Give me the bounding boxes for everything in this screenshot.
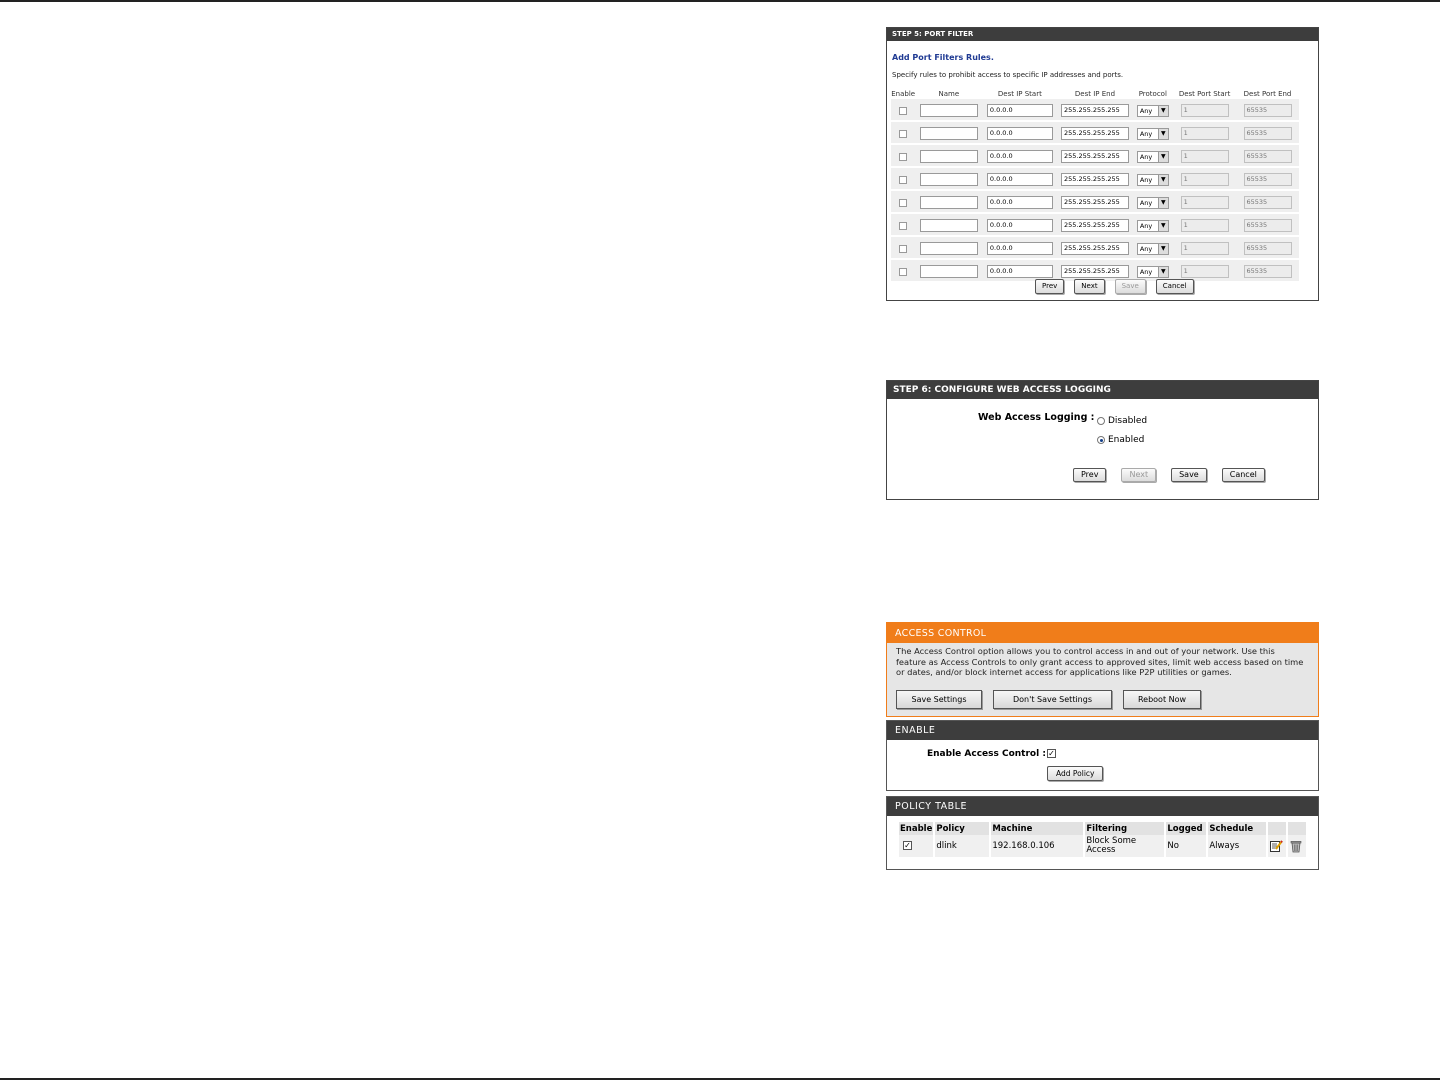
prev-button[interactable]: Prev	[1035, 279, 1064, 294]
panel-title: STEP 6: CONFIGURE WEB ACCESS LOGGING	[887, 381, 1318, 399]
rule-ip-end-input[interactable]: 255.255.255.255	[1061, 104, 1129, 117]
port-end-cell	[1236, 144, 1299, 167]
col-name: Name	[938, 89, 960, 98]
protocol-cell	[1133, 167, 1174, 190]
port-start-cell	[1173, 190, 1236, 213]
enable-cell	[891, 167, 915, 190]
protocol-cell	[1133, 99, 1174, 121]
chevron-down-icon[interactable]: ▼	[1158, 152, 1168, 162]
protocol-value: Any	[1139, 106, 1153, 115]
rule-name-input[interactable]	[920, 242, 978, 255]
port-start-cell	[1173, 99, 1236, 121]
policy-filtering: Block Some Access	[1085, 835, 1164, 857]
port-end-cell	[1236, 99, 1299, 121]
rule-port-end-input[interactable]: 65535	[1244, 196, 1292, 209]
rule-enable-checkbox[interactable]	[899, 268, 907, 276]
protocol-cell	[1133, 144, 1174, 167]
ip-start-cell	[982, 236, 1057, 259]
table-row	[891, 213, 1299, 236]
add-policy-button[interactable]: Add Policy	[1047, 766, 1103, 781]
col-logged: Logged	[1166, 822, 1206, 835]
section-subtitle: Add Port Filters Rules.	[892, 53, 994, 62]
save-button[interactable]: Save	[1115, 279, 1146, 294]
protocol-value: Any	[1139, 129, 1153, 138]
name-cell	[915, 121, 982, 144]
col-protocol: Protocol	[1138, 89, 1167, 98]
ip-end-cell	[1057, 190, 1132, 213]
name-cell	[915, 167, 982, 190]
next-button[interactable]: Next	[1074, 279, 1104, 294]
ip-end-cell	[1057, 144, 1132, 167]
rule-port-end-input[interactable]: 65535	[1244, 150, 1292, 163]
rule-protocol-select[interactable]	[1137, 243, 1169, 255]
step6-button-row	[1073, 468, 1265, 482]
radio-disabled-icon[interactable]	[1097, 417, 1105, 425]
rule-protocol-select[interactable]	[1137, 266, 1169, 278]
rule-port-start-input[interactable]: 1	[1181, 219, 1229, 232]
rule-name-input[interactable]	[920, 104, 978, 117]
protocol-cell	[1133, 121, 1174, 144]
policy-table	[897, 822, 1308, 857]
rule-enable-checkbox[interactable]	[899, 222, 907, 230]
trash-icon[interactable]	[1289, 839, 1303, 853]
ip-end-cell	[1057, 236, 1132, 259]
rule-name-input[interactable]	[920, 127, 978, 140]
table-row	[891, 236, 1299, 259]
radio-enabled-icon[interactable]	[1097, 436, 1105, 444]
rule-ip-end-input[interactable]: 255.255.255.255	[1061, 219, 1129, 232]
protocol-cell	[1133, 236, 1174, 259]
rule-name-input[interactable]	[920, 219, 978, 232]
ip-end-cell	[1057, 99, 1132, 121]
port-start-cell	[1173, 167, 1236, 190]
chevron-down-icon[interactable]: ▼	[1158, 221, 1168, 231]
protocol-cell	[1133, 213, 1174, 236]
port-filter-table	[891, 88, 1299, 283]
panel-title: ENABLE	[887, 721, 1318, 740]
enable-cell	[891, 259, 915, 282]
table-row	[891, 190, 1299, 213]
web-access-logging-panel	[886, 380, 1319, 500]
col-edit	[1268, 822, 1286, 835]
step5-button-row	[1035, 279, 1194, 294]
protocol-value: Any	[1139, 152, 1153, 161]
next-button[interactable]: Next	[1121, 468, 1156, 482]
rule-ip-start-input[interactable]: 0.0.0.0	[987, 173, 1053, 186]
col-dest-port-start: Dest Port Start	[1178, 89, 1231, 98]
protocol-value: Any	[1139, 175, 1153, 184]
rule-ip-end-input[interactable]: 255.255.255.255	[1061, 127, 1129, 140]
port-start-cell	[1173, 236, 1236, 259]
rule-port-end-input[interactable]: 65535	[1244, 173, 1292, 186]
port-end-cell	[1236, 167, 1299, 190]
name-cell	[915, 99, 982, 121]
rule-ip-start-input[interactable]: 0.0.0.0	[987, 196, 1053, 209]
col-dest-ip-start: Dest IP Start	[997, 89, 1042, 98]
rule-name-input[interactable]	[920, 173, 978, 186]
rule-ip-end-input[interactable]: 255.255.255.255	[1061, 242, 1129, 255]
panel-title: STEP 5: PORT FILTER	[887, 28, 1318, 41]
ip-end-cell	[1057, 121, 1132, 144]
rule-port-start-input[interactable]: 1	[1181, 242, 1229, 255]
rule-port-start-input[interactable]: 1	[1181, 196, 1229, 209]
port-start-cell	[1173, 144, 1236, 167]
rule-port-end-input[interactable]: 65535	[1244, 265, 1292, 278]
dont-save-settings-button[interactable]: Don't Save Settings	[993, 690, 1112, 709]
rule-ip-end-input[interactable]: 255.255.255.255	[1061, 265, 1129, 278]
policy-machine: 192.168.0.106	[991, 835, 1083, 857]
rule-port-start-input[interactable]: 1	[1181, 127, 1229, 140]
ip-end-cell	[1057, 167, 1132, 190]
policy-logged: No	[1166, 835, 1206, 857]
radio-enabled-label: Enabled	[1108, 435, 1145, 445]
chevron-down-icon[interactable]: ▼	[1158, 267, 1168, 277]
reboot-now-button[interactable]: Reboot Now	[1123, 690, 1201, 709]
enable-cell	[891, 236, 915, 259]
radio-disabled[interactable]	[1097, 416, 1147, 426]
port-end-cell	[1236, 121, 1299, 144]
edit-cell	[1268, 835, 1286, 857]
policy-table-panel	[886, 796, 1319, 870]
enable-cell	[891, 213, 915, 236]
protocol-value: Any	[1139, 244, 1153, 253]
rule-ip-end-input[interactable]: 255.255.255.255	[1061, 196, 1129, 209]
ip-start-cell	[982, 121, 1057, 144]
policy-schedule: Always	[1208, 835, 1266, 857]
table-row	[891, 167, 1299, 190]
web-access-logging-label: Web Access Logging :	[978, 412, 1095, 423]
rule-enable-checkbox[interactable]	[899, 199, 907, 207]
enable-cell	[891, 121, 915, 144]
rule-ip-end-input[interactable]: 255.255.255.255	[1061, 150, 1129, 163]
enable-access-control-label: Enable Access Control :	[927, 749, 1046, 759]
col-machine: Machine	[991, 822, 1083, 835]
panel-title: POLICY TABLE	[887, 797, 1318, 816]
ip-start-cell	[982, 190, 1057, 213]
port-start-cell	[1173, 213, 1236, 236]
rule-name-input[interactable]	[920, 196, 978, 209]
chevron-down-icon[interactable]: ▼	[1158, 175, 1168, 185]
top-rule	[0, 0, 1440, 2]
save-button[interactable]: Save	[1171, 468, 1207, 482]
ip-start-cell	[982, 144, 1057, 167]
col-delete	[1288, 822, 1306, 835]
rule-ip-start-input[interactable]: 0.0.0.0	[987, 150, 1053, 163]
ip-start-cell	[982, 99, 1057, 121]
access-control-panel	[886, 622, 1319, 717]
port-end-cell	[1236, 236, 1299, 259]
chevron-down-icon[interactable]: ▼	[1158, 198, 1168, 208]
col-policy: Policy	[935, 822, 989, 835]
rule-port-start-input[interactable]: 1	[1181, 173, 1229, 186]
rule-enable-checkbox[interactable]	[899, 130, 907, 138]
table-row	[891, 121, 1299, 144]
rule-name-input[interactable]	[920, 150, 978, 163]
enable-cell	[891, 190, 915, 213]
enable-cell	[891, 144, 915, 167]
rule-enable-checkbox[interactable]	[899, 107, 907, 115]
port-end-cell	[1236, 213, 1299, 236]
name-cell	[915, 144, 982, 167]
rule-ip-start-input[interactable]: 0.0.0.0	[987, 242, 1053, 255]
name-cell	[915, 236, 982, 259]
ip-start-cell	[982, 167, 1057, 190]
col-dest-ip-end: Dest IP End	[1074, 89, 1116, 98]
rule-protocol-select[interactable]	[1137, 105, 1169, 117]
protocol-cell	[1133, 190, 1174, 213]
policy-name: dlink	[935, 835, 989, 857]
chevron-down-icon[interactable]: ▼	[1158, 244, 1168, 254]
radio-enabled[interactable]	[1097, 435, 1144, 445]
rule-port-end-input[interactable]: 65535	[1244, 127, 1292, 140]
rule-ip-start-input[interactable]: 0.0.0.0	[987, 219, 1053, 232]
rule-ip-start-input[interactable]: 0.0.0.0	[987, 127, 1053, 140]
table-row	[891, 144, 1299, 167]
enable-cell	[891, 99, 915, 121]
protocol-value: Any	[1139, 267, 1153, 276]
rule-port-end-input[interactable]: 65535	[1244, 104, 1292, 117]
protocol-value: Any	[1139, 221, 1153, 230]
ip-start-cell	[982, 213, 1057, 236]
rule-name-input[interactable]	[920, 265, 978, 278]
port-start-cell	[1173, 121, 1236, 144]
enable-access-control-checkbox[interactable]: ✓	[1048, 749, 1055, 758]
rule-port-start-input[interactable]: 1	[1181, 150, 1229, 163]
cancel-button[interactable]: Cancel	[1156, 279, 1194, 294]
col-enable: Enable	[900, 823, 933, 834]
chevron-down-icon[interactable]: ▼	[1158, 106, 1168, 116]
table-row	[891, 99, 1299, 121]
port-filter-panel	[886, 27, 1319, 301]
rule-port-end-input[interactable]: 65535	[1244, 219, 1292, 232]
protocol-value: Any	[1139, 198, 1153, 207]
edit-icon[interactable]	[1269, 839, 1283, 853]
rule-protocol-select[interactable]	[1137, 197, 1169, 209]
radio-disabled-label: Disabled	[1108, 416, 1148, 426]
rule-enable-checkbox[interactable]	[899, 153, 907, 161]
table-row	[899, 835, 1306, 857]
name-cell	[915, 259, 982, 282]
rule-protocol-select[interactable]	[1137, 128, 1169, 140]
rule-ip-start-input[interactable]: 0.0.0.0	[987, 104, 1053, 117]
bottom-rule	[0, 1078, 1440, 1080]
rule-ip-end-input[interactable]: 255.255.255.255	[1061, 173, 1129, 186]
rule-protocol-select[interactable]	[1137, 151, 1169, 163]
rule-enable-checkbox[interactable]	[899, 245, 907, 253]
name-cell	[915, 213, 982, 236]
chevron-down-icon[interactable]: ▼	[1158, 129, 1168, 139]
access-control-description: The Access Control option allows you to control access in and out of your network. Use this feature as Access Controls to only grant access to approved sites, limit web access based on time or dates, and/or block internet access for applications like P2P utilities or games.	[896, 646, 1304, 678]
col-schedule: Schedule	[1208, 822, 1266, 835]
row-enable-cell	[899, 835, 933, 857]
panel-title: ACCESS CONTROL	[887, 623, 1318, 643]
rule-protocol-select[interactable]	[1137, 220, 1169, 232]
enable-panel	[886, 720, 1319, 791]
rule-port-start-input[interactable]: 1	[1181, 265, 1229, 278]
prev-button[interactable]: Prev	[1073, 468, 1106, 482]
policy-enable-checkbox[interactable]: ✓	[904, 841, 911, 850]
cancel-button[interactable]: Cancel	[1222, 468, 1265, 482]
rule-enable-checkbox[interactable]	[899, 176, 907, 184]
access-control-button-row	[896, 690, 1201, 709]
delete-cell	[1288, 835, 1306, 857]
port-end-cell	[1236, 259, 1299, 282]
rule-port-end-input[interactable]: 65535	[1244, 242, 1292, 255]
col-dest-port-end: Dest Port End	[1243, 89, 1292, 98]
col-enable: Enable	[891, 89, 916, 98]
rule-protocol-select[interactable]	[1137, 174, 1169, 186]
rule-port-start-input[interactable]: 1	[1181, 104, 1229, 117]
name-cell	[915, 190, 982, 213]
port-end-cell	[1236, 190, 1299, 213]
ip-end-cell	[1057, 213, 1132, 236]
section-description: Specify rules to prohibit access to specific IP addresses and ports.	[892, 71, 1124, 79]
rule-ip-start-input[interactable]: 0.0.0.0	[987, 265, 1053, 278]
col-filtering: Filtering	[1085, 822, 1164, 835]
save-settings-button[interactable]: Save Settings	[896, 690, 982, 709]
